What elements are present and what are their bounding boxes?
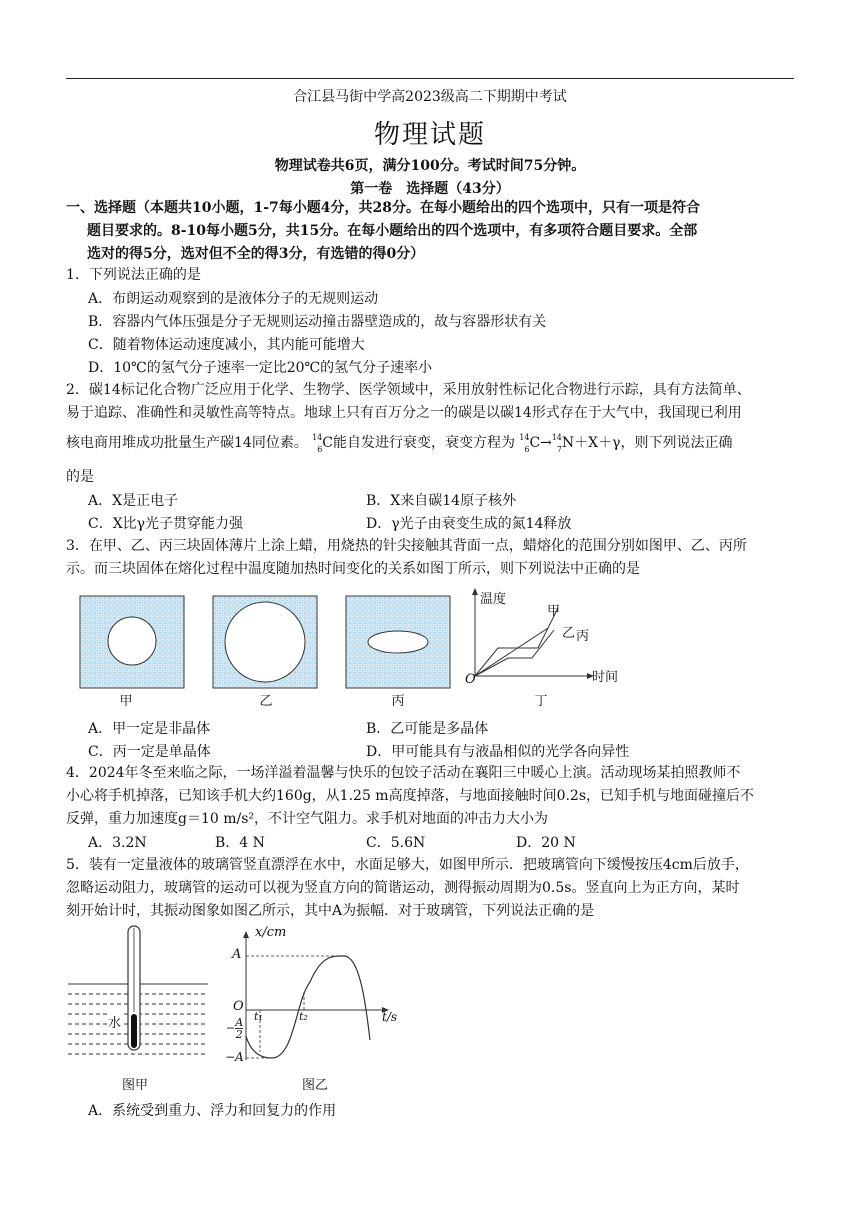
q4-line-3: 反弹，重力加速度g＝10 m/s²，不计空气阻力。求手机对地面的冲击力大小为 bbox=[66, 811, 549, 827]
q2-option-d: D．γ光子由衰变生成的氮14释放 bbox=[366, 516, 572, 532]
header-rule bbox=[66, 78, 794, 79]
part-heading: 第一卷 选择题（43分） bbox=[350, 181, 510, 197]
plate-bing bbox=[346, 596, 450, 688]
carbon-nuclide-2: 14 6 bbox=[519, 433, 530, 454]
osc-label-t1: t₁ bbox=[254, 1010, 263, 1023]
q4-line-1: 4．2024年冬至来临之际，一场洋溢着温馨与快乐的包饺子活动在襄阳三中暖心上演。活动现场某拍照教师不 bbox=[66, 765, 741, 781]
q2-option-a: A．X是正电子 bbox=[88, 493, 179, 509]
section-line-1: 一、选择题（本题共10小题，1-7每小题4分，共28分。在每小题给出的四个选项中，只有一项是符合 bbox=[66, 200, 700, 216]
q2-line-3 bbox=[66, 433, 733, 454]
q2-line-4: 的是 bbox=[66, 469, 94, 485]
q5-line-1: 5．装有一定量液体的玻璃管竖直漂浮在水中，水面足够大，如图甲所示．把玻璃管向下缓慢按压4cm后放手， bbox=[66, 857, 749, 873]
q3-option-d: D．甲可能具有与液晶相似的光学各向异性 bbox=[366, 744, 630, 760]
caption-jia: 甲 bbox=[119, 694, 133, 709]
oscillation-graph bbox=[243, 931, 389, 1060]
carbon-nuclide: 14 6 bbox=[312, 433, 323, 454]
q5-figures bbox=[64, 924, 424, 1072]
section-line-2: 题目要求的。8-10每小题5分，共15分。在每小题给出的四个选项中，有多项符合题目要求。全部 bbox=[87, 223, 698, 239]
q1-option-d: D．10℃的氢气分子速率一定比20℃的氢气分子速率小 bbox=[88, 360, 433, 376]
q2-line-1: 2．碳14标记化合物广泛应用于化学、生物学、医学领域中，采用放射性标记化合物进行示踪，具有方法简单、 bbox=[66, 382, 751, 398]
caption-graph: 图乙 bbox=[301, 1078, 328, 1093]
q1-option-b: B．容器内气体压强是分子无规则运动撞击器壁造成的，故与容器形状有关 bbox=[88, 314, 547, 330]
q1-option-a: A．布朗运动观察到的是液体分子的无规则运动 bbox=[88, 291, 379, 307]
q2-option-b: B．X来自碳14原子核外 bbox=[366, 493, 517, 509]
q4-option-b: B．4 N bbox=[215, 835, 265, 851]
q4-option-d: D．20 N bbox=[516, 835, 576, 851]
q3-option-b: B．乙可能是多晶体 bbox=[366, 721, 489, 737]
q2-line-3-d: N＋X＋γ，则下列说法正确 bbox=[561, 435, 733, 451]
osc-half-sign: − bbox=[226, 1021, 236, 1035]
osc-label-half bbox=[226, 1017, 243, 1040]
caption-tube: 图甲 bbox=[121, 1078, 148, 1093]
plate-yi bbox=[213, 596, 317, 688]
q3-line-2: 示。而三块固体在熔化过程中温度随加热时间变化的关系如图丁所示，则下列说法中正确的是 bbox=[66, 561, 640, 577]
osc-label-negA: −A bbox=[225, 1050, 244, 1064]
plate-jia bbox=[80, 596, 184, 688]
caption-ding: 丁 bbox=[534, 694, 548, 709]
q4-line-2: 小心将手机掉落，已知该手机大约160g，从1.25 m高度掉落，与地面接触时间0.2s，已知手机与地面碰撞后不 bbox=[66, 788, 755, 804]
q3-option-a: A．甲一定是非晶体 bbox=[88, 721, 211, 737]
graph-label-bing: 丙 bbox=[576, 629, 590, 644]
q5-line-3: 刻开始计时，其振动图象如图乙所示，其中A为振幅．对于玻璃管，下列说法正确的是 bbox=[66, 903, 595, 919]
school-line: 合江县马街中学高2023级高二下期期中考试 bbox=[293, 89, 567, 105]
q5-line-2: 忽略运动阻力，玻璃管的运动可以视为竖直方向的简谐运动，测得振动周期为0.5s。竖直向上为正方向，某时 bbox=[66, 880, 740, 896]
osc-xlabel: t/s bbox=[382, 1010, 398, 1024]
q2-line-3-a: 核电商用堆成功批量生产碳14同位素。 bbox=[66, 435, 308, 451]
q3-option-c: C．丙一定是单晶体 bbox=[88, 744, 211, 760]
q1-stem: 1．下列说法正确的是 bbox=[66, 267, 201, 283]
nitrogen-nuclide: 14 7 bbox=[551, 433, 562, 454]
q3-line-1: 3．在甲、乙、丙三块固体薄片上涂上蜡，用烧热的针尖接触其背面一点，蜡熔化的范围分别如图甲、乙、丙所 bbox=[66, 538, 747, 554]
q4-option-a: A．3.2N bbox=[88, 835, 147, 851]
caption-yi: 乙 bbox=[259, 694, 273, 709]
caption-bing: 丙 bbox=[391, 694, 405, 709]
exam-info: 物理试卷共6页，满分100分。考试时间75分钟。 bbox=[274, 158, 586, 174]
tube-figure bbox=[68, 926, 208, 1054]
graph-xlabel: 时间 bbox=[592, 670, 619, 685]
q2-line-2: 易于追踪、准确性和灵敏性高等特点。地球上只有百万分之一的碳是以碳14形式存在于大气中，我国现已利用 bbox=[66, 405, 742, 421]
q5-option-a: A．系统受到重力、浮力和回复力的作用 bbox=[88, 1103, 337, 1119]
page-title: 物理试题 bbox=[373, 120, 486, 150]
graph-ylabel: 温度 bbox=[480, 592, 507, 607]
q1-option-c: C．随着物体运动速度减小，其内能可能增大 bbox=[88, 337, 365, 353]
q2-option-c: C．X比γ光子贯穿能力强 bbox=[88, 516, 244, 532]
q2-line-3-c: C→ bbox=[529, 435, 552, 451]
section-instructions bbox=[66, 197, 796, 266]
graph-label-yi: 乙 bbox=[562, 626, 576, 641]
osc-half-num: A bbox=[235, 1016, 244, 1029]
water-label: 水 bbox=[107, 1012, 122, 1031]
osc-ylabel: x/cm bbox=[255, 925, 287, 940]
q4-option-c: C．5.6N bbox=[366, 835, 426, 851]
osc-half-den: 2 bbox=[235, 1028, 243, 1041]
q2-line-3-b: C能自发进行衰变，衰变方程为 bbox=[322, 435, 515, 451]
graph-label-jia: 甲 bbox=[547, 604, 561, 619]
osc-label-A: A bbox=[232, 947, 242, 962]
section-line-3: 选对的得5分，选对但不全的得3分，有选错的得0分） bbox=[87, 246, 425, 262]
osc-label-O: O bbox=[233, 999, 244, 1014]
osc-label-t2: t₂ bbox=[299, 1010, 308, 1023]
graph-origin: O bbox=[465, 672, 476, 687]
